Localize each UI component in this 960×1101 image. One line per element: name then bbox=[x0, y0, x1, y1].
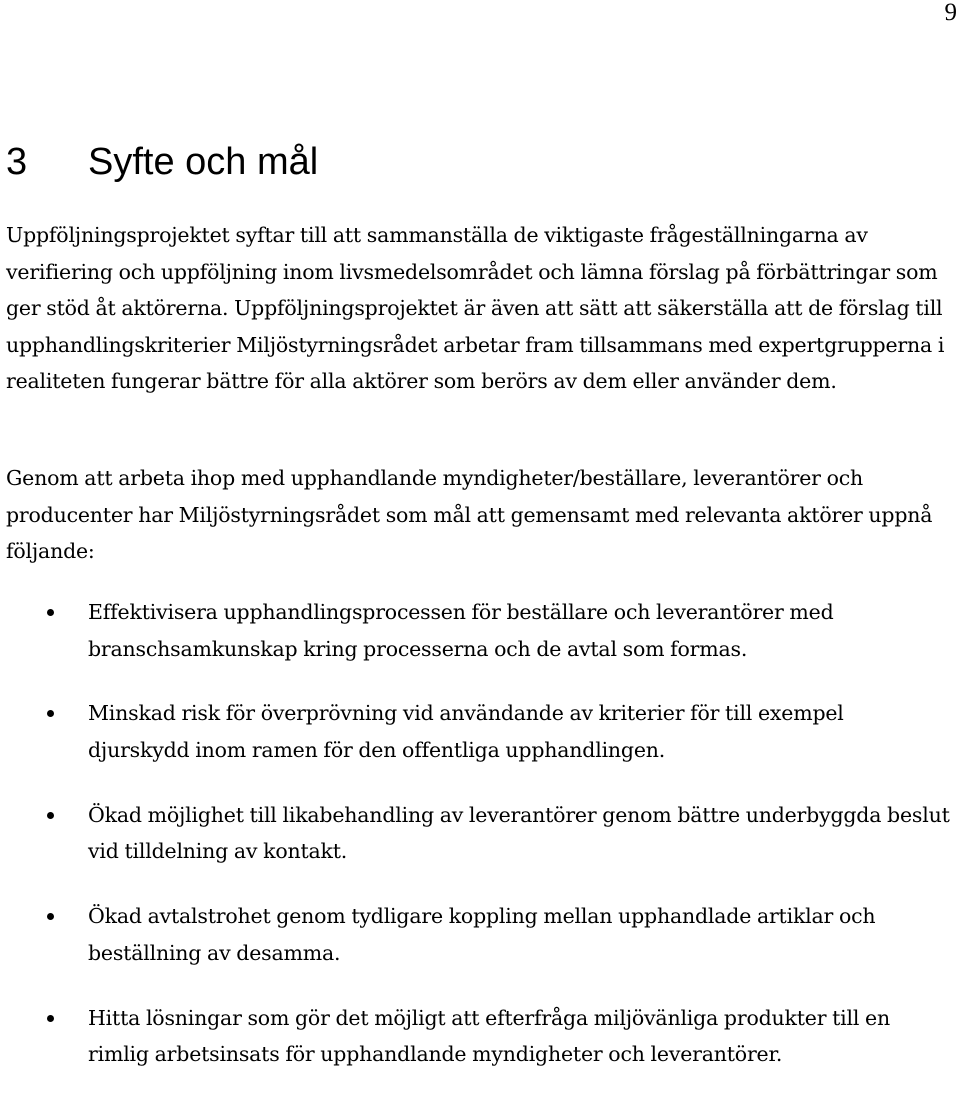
page-number: 9 bbox=[944, 0, 957, 26]
list-item bbox=[0, 797, 950, 870]
bullet-icon bbox=[47, 1015, 54, 1022]
goals-list bbox=[0, 594, 960, 1101]
list-item bbox=[0, 695, 950, 768]
section-heading bbox=[6, 139, 318, 185]
section-title: Syfte och mål bbox=[88, 141, 319, 183]
bullet-icon bbox=[47, 609, 54, 616]
body-paragraph: Genom att arbeta ihop med upphandlande myndigheter/beställare, leverantörer och producenter har Miljöstyrningsrådet som mål att gemensamt med relevanta aktörer uppnå följande: bbox=[6, 466, 933, 564]
list-item-text: Minskad risk för överprövning vid användande av kriterier för till exempel djurskydd inom ramen för den offentliga upphandlingen. bbox=[88, 701, 844, 762]
list-item bbox=[0, 1000, 950, 1073]
bullet-icon bbox=[47, 710, 54, 717]
list-item-text: Ökad möjlighet till likabehandling av leverantörer genom bättre underbyggda beslut vid tilldelning av kontakt. bbox=[88, 802, 950, 864]
bullet-icon bbox=[47, 812, 54, 819]
list-item bbox=[0, 898, 950, 971]
list-item-text: Ökad avtalstrohet genom tydligare koppling mellan upphandlade artiklar och beställning av desamma. bbox=[88, 904, 876, 965]
section-number: 3 bbox=[6, 141, 28, 183]
bullet-icon bbox=[47, 913, 54, 920]
body-paragraph: Uppföljningsprojektet syftar till att sammanställa de viktigaste frågeställningarna av verifiering och uppföljning inom livsmedelsområdet och lämna förslag på förbättringar som ger stöd åt aktörerna. Uppföljningsprojektet är även att sätt att säkerställa att de förslag till upphandlingskriterier Miljöstyrningsrådet arbetar fram tillsammans med expertgrupperna i realiteten fungerar bättre för alla aktörer som berörs av dem eller använder dem. bbox=[6, 223, 945, 394]
list-item-text: Hitta lösningar som gör det möjligt att efterfråga miljövänliga produkter till en rimlig arbetsinsats för upphandlande myndigheter och leverantörer. bbox=[88, 1005, 890, 1067]
list-item-text: Effektivisera upphandlingsprocessen för beställare och leverantörer med branschsamkunskap kring processerna och de avtal som formas. bbox=[88, 600, 834, 661]
list-item bbox=[0, 594, 950, 667]
